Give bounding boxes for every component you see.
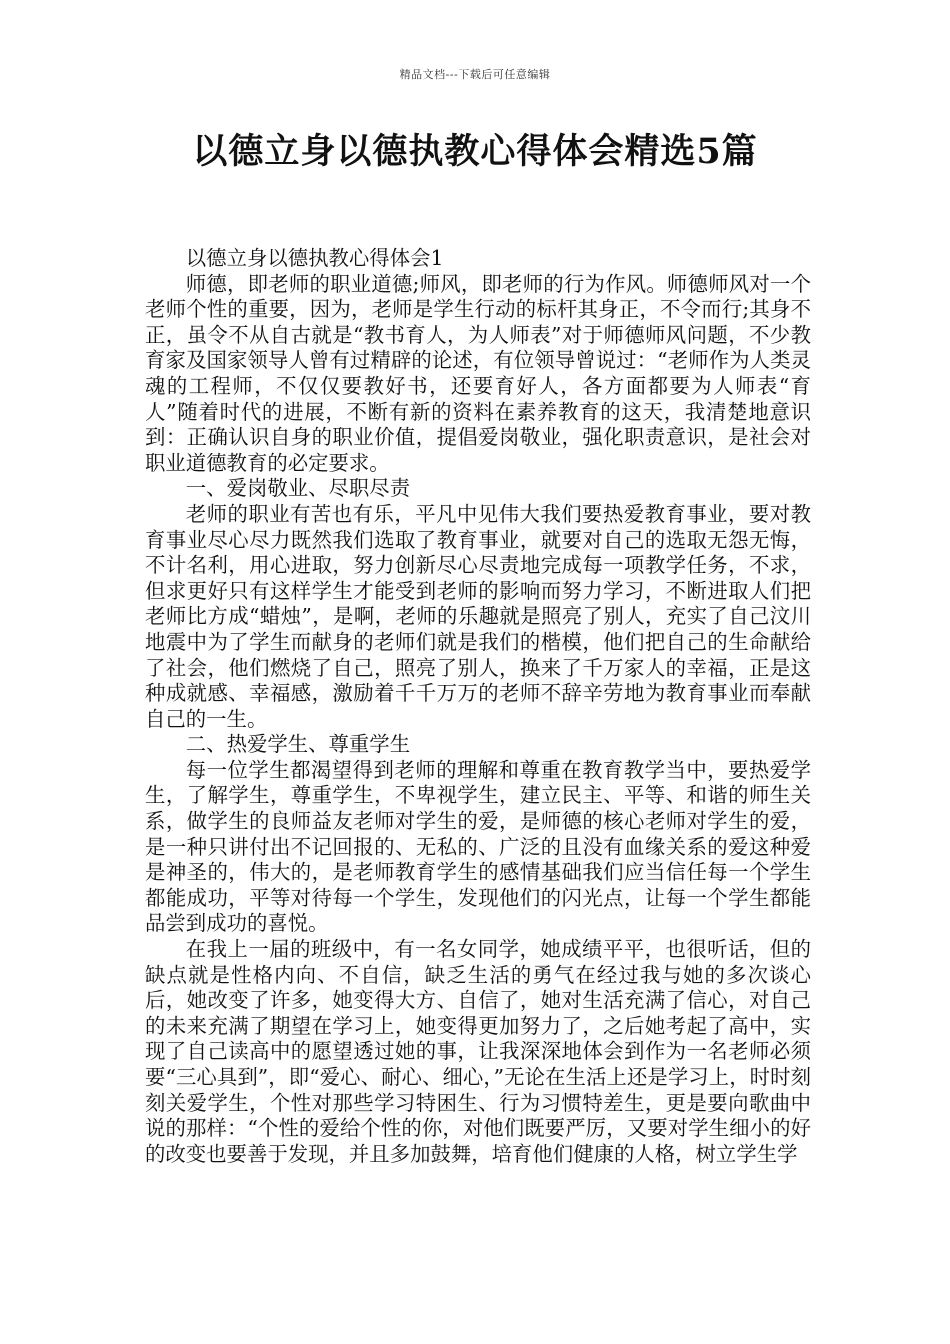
document-title: 以德立身以德执教心得体会精选5篇 [192,131,758,172]
paragraph: 每一位学生都渴望得到老师的理解和尊重在教育教学当中，要热爱学生，了解学生，尊重学生，不卑视学生，建立民主、平等、和谐的师生关系，做学生的良师益友老师对学生的爱，是师德的核心老师对学生的爱，是一种只讲付出不记回报的、无私的、广泛的且没有血缘关系的爱这种爱是神圣的，伟大的，是老师教育学生的感情基础我们应当信任每一个学生都能成功，平等对待每一个学生，发现他们的闪光点，让每一个学生都能品尝到成功的喜悦。 [145,757,811,936]
section-heading: 二、热爱学生、尊重学生 [185,732,411,757]
section-heading: 以德立身以德执教心得体会1 [185,246,444,270]
paragraph: 在我上一届的班级中，有一名女同学，她成绩平平，也很听话，但的缺点就是性格内向、不自信，缺乏生活的勇气在经过我与她的多次谈心后，她改变了许多，她变得大方、自信了，她对生活充满了信心，对自己的未来充满了期望在学习上，她变得更加努力了，之后她考起了高中，实现了自己读高中的愿望透过她的事，让我深深地体会到作为一名老师必须要“三心具到”，即“爱心、耐心、细心，”无论在生活上还是学习上，时时刻刻关爱学生，个性对那些学习特困生、行为习惯特差生，更是要向歌曲中说的那样：“个性的爱给个性的你，对他们既要严厉，又要对学生细小的好的改变也要善于发现，并且多加鼓舞，培育他们健康的人格，树立学生学 [145,937,811,1166]
section-heading: 一、爱岗敬业、尽职尽责 [185,476,411,501]
paragraph: 师德，即老师的职业道德;师风，即老师的行为作风。师德师风对一个老师个性的重要，因为，老师是学生行动的标杆其身正，不令而行;其身不正，虽令不从自古就是“教书育人，为人师表”对于师德师风问题，不少教育家及国家领导人曾有过精辟的论述，有位领导曾说过：“老师作为人类灵魂的工程师，不仅仅要教好书，还要育好人，各方面都要为人师表“育人”随着时代的进展，不断有新的资料在素养教育的这天，我清楚地意识到：正确认识自身的职业价值，提倡爱岗敬业，强化职责意识，是社会对职业道德教育的必定要求。 [145,271,811,475]
paragraph: 老师的职业有苦也有乐，平凡中见伟大我们要热爱教育事业，要对教育事业尽心尽力既然我们选取了教育事业，就要对自己的选取无怨无悔，不计名利，用心进取，努力创新尽心尽责地完成每一项教学任务，不求，但求更好只有这样学生才能受到老师的影响而努力学习，不断进取人们把老师比方成“蜡烛”，是啊，老师的乐趣就是照亮了别人，充实了自己汶川地震中为了学生而献身的老师们就是我们的楷模，他们把自己的生命献给了社会，他们燃烧了自己，照亮了别人，换来了千万家人的幸福，正是这种成就感、幸福感，激励着千千万万的老师不辞辛劳地为教育事业而奉献自己的一生。 [145,501,811,731]
header-note: 精品文档---下载后可任意编辑 [399,68,551,81]
document-body [145,246,811,1167]
